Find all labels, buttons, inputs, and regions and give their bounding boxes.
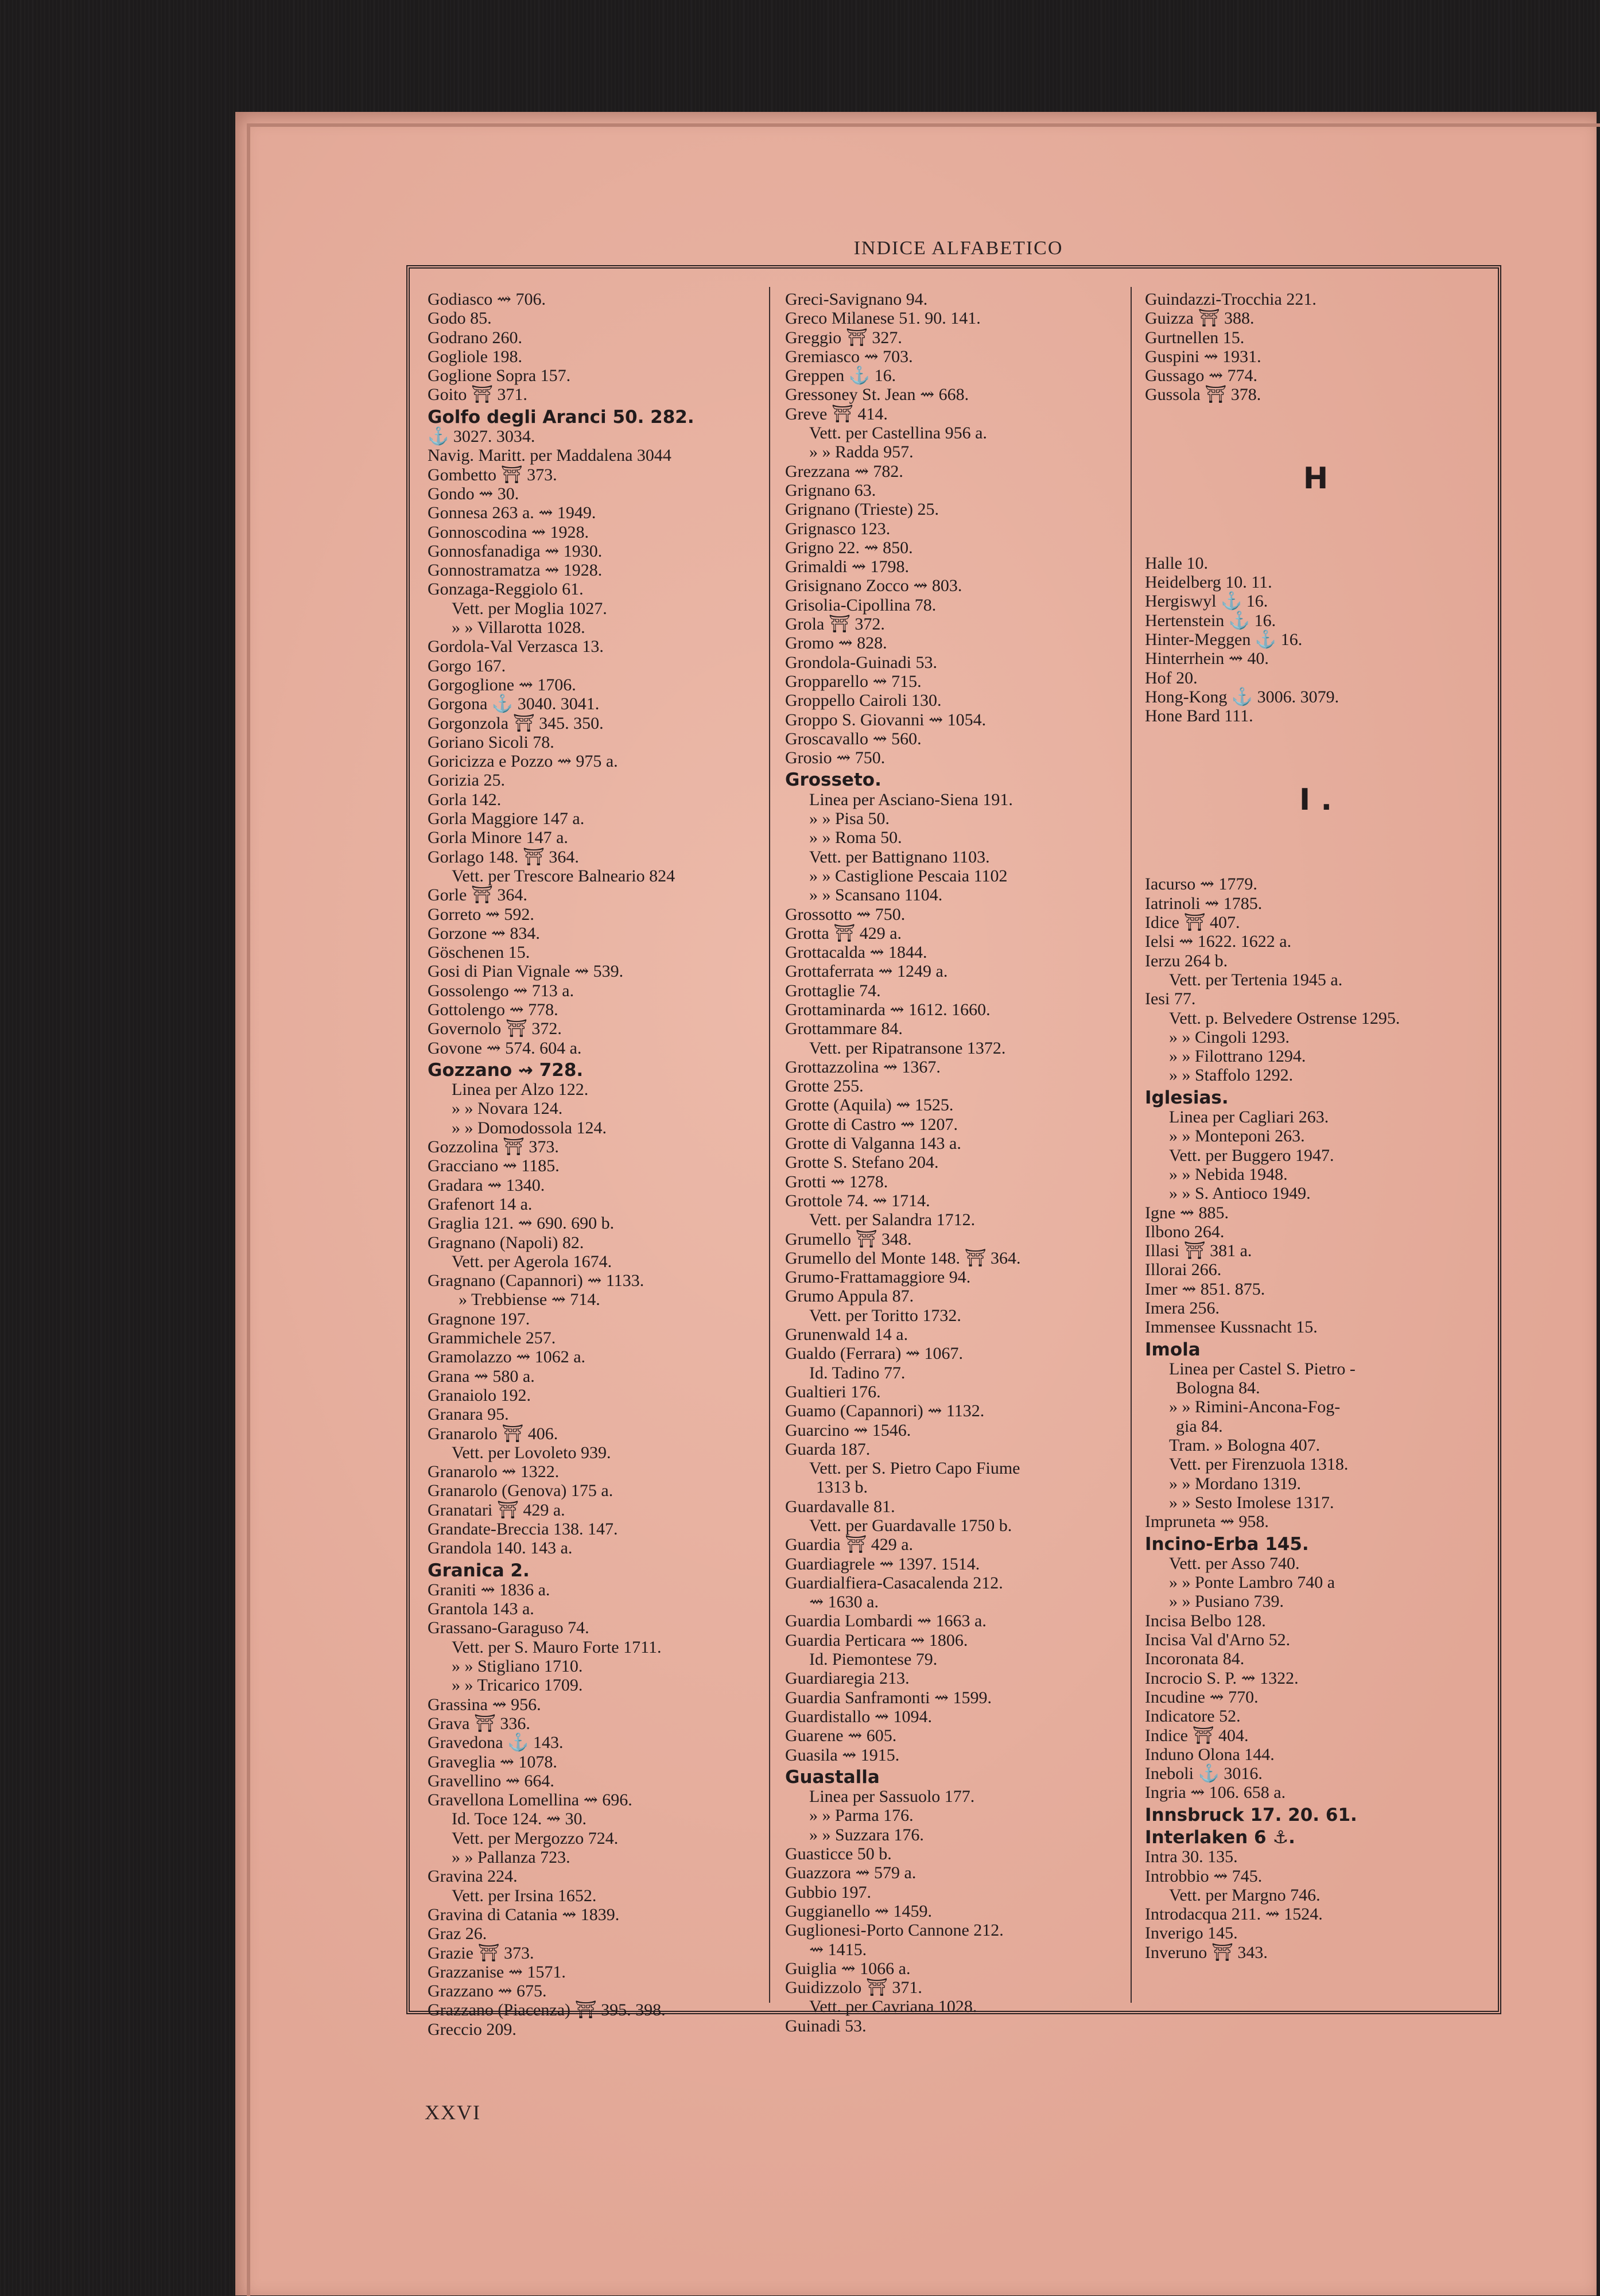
index-entry: Introdacqua 211. ⇝ 1524. [1145,1905,1323,1924]
index-entry: Gorgo 167. [428,656,506,675]
index-entry: Gussago ⇝ 774. [1145,366,1257,386]
index-entry: Greve ⛩ 414. [785,404,888,424]
index-entry: Induno Olona 144. [1145,1745,1275,1764]
index-entry: Introbbio ⇝ 745. [1145,1866,1263,1886]
index-entry: Gragnano (Napoli) 82. [428,1233,584,1252]
index-entry: Gorle ⛩ 364. [428,885,527,905]
index-entry: Greccio 209. [428,2019,516,2039]
index-entry: Vett. per Salandra 1712. [809,1210,976,1230]
index-entry: Id. Piemontese 79. [809,1650,938,1669]
index-entry: Ielsi ⇝ 1622. 1622 a. [1145,932,1292,951]
index-entry: Id. Toce 124. ⇝ 30. [452,1809,587,1829]
index-entry: » » Castiglione Pescaia 1102 [809,866,1008,885]
index-entry: Grotte di Valganna 143 a. [785,1134,961,1153]
index-entry: Gozzolina ⛩ 373. [428,1137,559,1157]
index-entry: Ilbono 264. [1145,1222,1225,1241]
index-entry: » » Sesto Imolese 1317. [1169,1493,1334,1512]
index-entry: Gordola-Val Verzasca 13. [428,637,604,656]
index-entry: Godiasco ⇝ 706. [428,290,546,309]
index-entry: Gravedona ⚓ 143. [428,1733,564,1753]
index-entry: Grunenwald 14 a. [785,1325,908,1345]
index-entry: Gravellona Lomellina ⇝ 696. [428,1790,632,1810]
index-entry: Bologna 84. [1176,1378,1260,1398]
index-entry: ⇝ 1415. [809,1940,867,1959]
index-entry: Grotte di Castro ⇝ 1207. [785,1114,958,1134]
index-entry: Guizza ⛩ 388. [1145,309,1255,328]
index-entry: Guardiagrele ⇝ 1397. 1514. [785,1554,980,1574]
index-group-h [1145,554,1486,726]
index-entry: » » Villarotta 1028. [452,618,585,638]
index-entry: » » Monteponi 263. [1169,1126,1305,1146]
index-entry: gia 84. [1176,1416,1223,1436]
index-entry: Groppo S. Giovanni ⇝ 1054. [785,710,987,729]
index-entry: » » Ponte Lambro 740 a [1169,1573,1335,1592]
column-rule [769,287,770,2003]
index-entry: Grottammare 84. [785,1019,903,1039]
index-entry: Guardistallo ⇝ 1094. [785,1707,932,1726]
index-station-heading: Guastalla [785,1766,880,1788]
index-entry: Grisolia-Cipollina 78. [785,595,937,615]
index-entry: Tram. » Bologna 407. [1169,1436,1321,1455]
index-entry: Vett. per S. Mauro Forte 1711. [452,1637,662,1657]
index-entry: Gradara ⇝ 1340. [428,1175,545,1195]
index-station-heading: Innsbruck 17. 20. 61. [1145,1804,1357,1825]
index-entry: Gonnosfanadiga ⇝ 1930. [428,541,603,561]
index-entry: » » Mordano 1319. [1169,1474,1301,1493]
index-entry: Grola ⛩ 372. [785,615,885,634]
index-station-heading: Granica 2. [428,1560,530,1581]
index-entry: » » Rimini-Ancona-Fog- [1169,1397,1341,1417]
index-entry: Grottaminarda ⇝ 1612. 1660. [785,1000,991,1019]
index-entry: Navig. Maritt. per Maddalena 3044 [428,446,671,465]
index-entry: Vett. per S. Pietro Capo Fiume [809,1459,1020,1478]
index-entry: Gorzone ⇝ 834. [428,923,540,943]
letter-heading-i: I . [1299,782,1333,817]
index-entry: Gorgoglione ⇝ 1706. [428,675,576,694]
index-entry: Gropparello ⇝ 715. [785,671,922,691]
index-entry: Hinter-Meggen ⚓ 16. [1145,630,1303,649]
index-entry: Hinterrhein ⇝ 40. [1145,649,1269,669]
index-entry: Gorla Maggiore 147 a. [428,809,585,829]
index-station-heading: Imola [1145,1339,1201,1360]
index-entry: Vett. per Buggero 1947. [1169,1145,1334,1165]
index-entry: Gravina di Catania ⇝ 1839. [428,1905,620,1924]
index-entry: » » Filottrano 1294. [1169,1047,1306,1066]
index-entry: Guasticce 50 b. [785,1844,892,1864]
index-entry: Grumo-Frattamaggiore 94. [785,1268,971,1287]
index-entry: Linea per Castel S. Pietro - [1169,1359,1356,1378]
index-entry: Intra 30. 135. [1145,1847,1238,1867]
index-entry: Gressoney St. Jean ⇝ 668. [785,385,969,405]
page-folio: XXVI [425,2101,481,2124]
index-entry: Gonzaga-Reggiolo 61. [428,580,584,599]
column-rule [1131,287,1132,2003]
index-entry: Guarda 187. [785,1439,871,1459]
index-entry: Grazzano (Piacenza) ⛩ 395. 398. [428,2000,666,2020]
index-entry: Grimaldi ⇝ 1798. [785,557,909,577]
index-entry: Grumello ⛩ 348. [785,1229,912,1249]
index-entry: Inveruno ⛩ 343. [1145,1943,1268,1962]
index-entry: Grassano-Garaguso 74. [428,1618,589,1638]
index-entry: Linea per Asciano-Siena 191. [809,790,1013,809]
index-entry: Grotte 255. [785,1077,864,1096]
index-station-heading: Gozzano ⇝ 728. [428,1059,584,1081]
index-entry: Grezzana ⇝ 782. [785,461,903,481]
index-entry: Graveglia ⇝ 1078. [428,1752,557,1771]
index-entry: Gurtnellen 15. [1145,328,1245,347]
index-entry: Gorlago 148. ⛩ 364. [428,847,579,867]
index-entry: Goglione Sopra 157. [428,366,571,386]
index-entry: Vett. per Asso 740. [1169,1553,1300,1573]
index-entry: Illorai 266. [1145,1260,1222,1280]
index-entry: Incoronata 84. [1145,1649,1245,1669]
index-entry: Göschenen 15. [428,943,530,962]
index-entry: Guarcino ⇝ 1546. [785,1420,911,1440]
index-entry: Grossotto ⇝ 750. [785,904,906,924]
index-entry: Greco Milanese 51. 90. 141. [785,309,981,328]
index-station-heading: Interlaken 6 ⚓. [1145,1827,1295,1848]
index-entry: Gombetto ⛩ 373. [428,465,557,484]
index-entry: Guardia Perticara ⇝ 1806. [785,1630,968,1650]
index-entry: Grottacalda ⇝ 1844. [785,943,927,962]
index-entry: Inverigo 145. [1145,1924,1238,1943]
index-column-2 [785,290,1127,2035]
index-entry: Guindazzi-Trocchia 221. [1145,290,1316,309]
index-column-1 [428,290,769,2039]
index-entry: Grignano (Trieste) 25. [785,500,939,519]
index-entry: Grotta ⛩ 429 a. [785,923,902,943]
index-entry: Graz 26. [428,1924,487,1944]
index-entry: » » Staffolo 1292. [1169,1066,1294,1085]
index-entry: » » Pusiano 739. [1169,1592,1284,1611]
index-entry: Groscavallo ⇝ 560. [785,729,922,748]
index-entry: Gragnone 197. [428,1309,530,1328]
index-entry: Gonnesa 263 a. ⇝ 1949. [428,503,596,523]
index-entry: Vett. per Firenzuola 1318. [1169,1455,1349,1474]
index-entry: Vett. per Tertenia 1945 a. [1169,970,1343,989]
index-entry: Guiglia ⇝ 1066 a. [785,1959,911,1978]
index-entry: Guggianello ⇝ 1459. [785,1901,932,1921]
index-entry: Idice ⛩ 407. [1145,913,1240,933]
index-entry: Grazzanise ⇝ 1571. [428,1962,566,1982]
index-entry: Grumello del Monte 148. ⛩ 364. [785,1248,1021,1268]
index-entry: Gualdo (Ferrara) ⇝ 1067. [785,1344,964,1363]
index-entry: Impruneta ⇝ 958. [1145,1512,1269,1532]
index-entry: » » Cingoli 1293. [1169,1027,1290,1047]
index-entry: Indice ⛩ 404. [1145,1726,1249,1745]
index-entry: Hone Bard 111. [1145,706,1253,726]
index-entry: Gorizia 25. [428,771,505,790]
index-entry: Vett. per Cavriana 1028. [809,1997,977,2017]
index-entry: Ingria ⇝ 106. 658 a. [1145,1783,1286,1802]
index-entry: Gubbio 197. [785,1882,871,1902]
index-entry: Guidizzolo ⛩ 371. [785,1978,922,1998]
index-entry: Granaiolo 192. [428,1385,531,1405]
index-entry: Guardia Sanframonti ⇝ 1599. [785,1688,992,1707]
index-entry: Grignasco 123. [785,519,891,538]
index-entry: Vett. per Mergozzo 724. [452,1828,619,1848]
index-group-g-end [1145,290,1486,405]
index-entry: » » Pisa 50. [809,809,890,829]
index-entry: Hong-Kong ⚓ 3006. 3079. [1145,687,1339,706]
index-entry: Gorla 142. [428,790,502,809]
index-entry: Hof 20. [1145,668,1198,687]
index-entry: » » Radda 957. [809,442,914,462]
index-entry: ⇝ 1630 a. [809,1592,879,1612]
index-entry: Gorla Minore 147 a. [428,828,568,848]
index-group-i [1145,875,1486,1962]
index-entry: Goriano Sicoli 78. [428,732,554,752]
index-entry: » » Suzzara 176. [809,1825,924,1844]
letter-heading-h: H [1303,461,1329,496]
index-entry: Vett. per Guardavalle 1750 b. [809,1516,1012,1535]
index-entry: » » Roma 50. [809,828,902,848]
index-column-3 [1145,290,1486,2006]
index-entry: Grondola-Guinadi 53. [785,652,937,672]
index-entry: Govone ⇝ 574. 604 a. [428,1038,582,1058]
index-entry: Grazzano ⇝ 675. [428,1982,547,2001]
index-entry: Gremiasco ⇝ 703. [785,347,913,366]
index-entry: Heidelberg 10. 11. [1145,573,1272,592]
index-entry: Ierzu 264 b. [1145,951,1228,970]
index-entry: Gorreto ⇝ 592. [428,904,534,924]
index-entry: Halle 10. [1145,553,1208,573]
index-entry: Grignano 63. [785,480,876,500]
index-entry: Godrano 260. [428,328,522,347]
index-entry: Imer ⇝ 851. 875. [1145,1279,1265,1299]
index-entry: Guardiaregia 213. [785,1669,910,1688]
index-entry: Graglia 121. ⇝ 690. 690 b. [428,1214,615,1233]
index-entry: Immensee Kussnacht 15. [1145,1318,1318,1337]
index-entry: Gravina 224. [428,1867,518,1886]
index-entry: Gossolengo ⇝ 713 a. [428,981,574,1000]
index-entry: Granarolo (Genova) 175 a. [428,1481,613,1501]
index-entry: Granara 95. [428,1405,509,1424]
index-entry: Grammichele 257. [428,1328,556,1348]
index-entry: Groppello Cairoli 130. [785,691,942,710]
index-entry: Gramolazzo ⇝ 1062 a. [428,1347,586,1367]
index-entry: Goito ⛩ 371. [428,385,527,405]
index-entry: Gracciano ⇝ 1185. [428,1156,560,1176]
index-entry: Grotte (Aquila) ⇝ 1525. [785,1095,954,1115]
index-entry: Vett. per Agerola 1674. [452,1252,612,1271]
index-entry: Grandate-Breccia 138. 147. [428,1520,618,1539]
index-entry: Goricizza e Pozzo ⇝ 975 a. [428,752,618,771]
index-entry: Gogliole 198. [428,347,522,366]
index-entry: Grava ⛩ 336. [428,1714,530,1733]
index-entry: Granarolo ⛩ 406. [428,1424,558,1443]
index-entry: Incisa Belbo 128. [1145,1611,1266,1630]
index-entry: Id. Tadino 77. [809,1363,906,1382]
index-entry: Vett. per Trescore Balneario 824 [452,866,675,885]
index-entry: Iacurso ⇝ 1779. [1145,875,1257,894]
index-entry: Guardia ⛩ 429 a. [785,1535,914,1555]
index-entry: Godo 85. [428,309,492,328]
index-entry: Incudine ⇝ 770. [1145,1687,1259,1707]
index-entry: Gosi di Pian Vignale ⇝ 539. [428,962,624,981]
index-entry: 1313 b. [816,1478,868,1497]
index-entry: Grottaglie 74. [785,981,881,1000]
index-entry: Vett. per Ripatransone 1372. [809,1038,1006,1058]
index-entry: ⚓ 3027. 3034. [428,427,535,446]
running-head: INDICE ALFABETICO [853,238,1063,259]
index-entry: » » Pallanza 723. [452,1848,570,1867]
index-entry: Guinadi 53. [785,2016,867,2035]
index-entry: Linea per Alzo 122. [452,1080,589,1100]
index-entry: » » Tricarico 1709. [452,1676,583,1695]
index-entry: Iatrinoli ⇝ 1785. [1145,893,1263,913]
index-entry: Imera 256. [1145,1298,1220,1318]
index-entry: Grandola 140. 143 a. [428,1539,573,1558]
index-entry: » » Novara 124. [452,1099,563,1118]
index-entry: Vett. per Irsina 1652. [452,1886,597,1905]
index-entry: Igne ⇝ 885. [1145,1203,1229,1222]
index-entry: » » S. Antioco 1949. [1169,1184,1311,1203]
index-entry: Guamo (Capannori) ⇝ 1132. [785,1401,985,1421]
index-entry: Grassina ⇝ 956. [428,1695,541,1714]
index-entry: Gualtieri 176. [785,1382,881,1401]
index-entry: Greci-Savignano 94. [785,290,928,309]
index-entry: Greppen ⚓ 16. [785,366,896,386]
index-entry: Governolo ⛩ 372. [428,1019,562,1039]
index-entry: Linea per Sassuolo 177. [809,1787,975,1807]
index-entry: Hergiswyl ⚓ 16. [1145,592,1268,611]
index-entry: Graniti ⇝ 1836 a. [428,1580,550,1599]
index-entry: Grotte S. Stefano 204. [785,1153,939,1172]
index-entry: Grafenort 14 a. [428,1194,533,1214]
index-entry: Guardavalle 81. [785,1497,895,1516]
index-entry: Gorgonzola ⛩ 345. 350. [428,713,604,733]
index-entry: Gragnano (Capannori) ⇝ 1133. [428,1271,644,1291]
index-station-heading: Incino-Erba 145. [1145,1533,1309,1555]
index-entry: Granatari ⛩ 429 a. [428,1500,565,1520]
index-entry: Greggio ⛩ 327. [785,328,902,347]
index-entry: Gondo ⇝ 30. [428,484,519,503]
index-entry: Grigno 22. ⇝ 850. [785,538,913,557]
index-entry: » » Nebida 1948. [1169,1164,1288,1184]
index-entry: Ineboli ⚓ 3016. [1145,1764,1263,1784]
index-entry: Guardia Lombardi ⇝ 1663 a. [785,1611,987,1631]
index-entry: Vett. per Battignano 1103. [809,847,990,867]
index-entry: » » Stigliano 1710. [452,1657,583,1676]
index-entry: Incisa Val d'Arno 52. [1145,1630,1291,1650]
index-entry: Hertenstein ⚓ 16. [1145,611,1276,630]
index-entry: Vett. per Moglia 1027. [452,599,607,618]
index-entry: Vett. p. Belvedere Ostrense 1295. [1169,1008,1400,1028]
index-entry: Grotti ⇝ 1278. [785,1172,888,1191]
index-entry: » » Domodossola 124. [452,1118,607,1137]
index-entry: Guazzora ⇝ 579 a. [785,1863,916,1883]
index-entry: Gonnoscodina ⇝ 1928. [428,522,589,542]
index-entry: Guglionesi-Porto Cannone 212. [785,1921,1004,1940]
index-station-heading: Iglesias. [1145,1087,1229,1108]
index-entry: Grisignano Zocco ⇝ 803. [785,576,962,596]
index-entry: » » Parma 176. [809,1806,914,1825]
index-entry: Grantola 143 a. [428,1599,534,1619]
index-entry: Vett. per Margno 746. [1169,1885,1321,1905]
index-entry: Illasi ⛩ 381 a. [1145,1241,1252,1261]
index-entry: » Trebbiense ⇝ 714. [459,1290,600,1310]
index-entry: Grana ⇝ 580 a. [428,1366,535,1386]
index-entry: Vett. per Toritto 1732. [809,1306,961,1325]
index-entry: Guardialfiera-Casacalenda 212. [785,1573,1003,1592]
index-entry: Gravellino ⇝ 664. [428,1771,554,1790]
index-entry: Gorgona ⚓ 3040. 3041. [428,694,600,714]
index-station-heading: Golfo degli Aranci 50. 282. [428,406,694,428]
index-entry: Indicatore 52. [1145,1707,1241,1726]
index-entry: Gonnostramatza ⇝ 1928. [428,561,603,580]
index-entry: Gromo ⇝ 828. [785,634,887,653]
index-entry: Grottole 74. ⇝ 1714. [785,1191,930,1210]
index-station-heading: Grosseto. [785,770,881,791]
index-entry: Guspini ⇝ 1931. [1145,347,1261,366]
index-entry: Incrocio S. P. ⇝ 1322. [1145,1668,1299,1688]
index-entry: » » Scansano 1104. [809,885,943,905]
index-entry: Linea per Cagliari 263. [1169,1108,1329,1127]
index-entry: Grumo Appula 87. [785,1287,914,1306]
index-entry: Grazie ⛩ 373. [428,1943,534,1963]
index-entry: Gussola ⛩ 378. [1145,385,1261,405]
index-entry: Grottazzolina ⇝ 1367. [785,1057,941,1077]
index-entry: Grosio ⇝ 750. [785,748,886,768]
index-entry: Grottaferrata ⇝ 1249 a. [785,962,948,981]
index-entry: Guasila ⇝ 1915. [785,1745,900,1765]
index-entry: Vett. per Castellina 956 a. [809,424,987,443]
index-entry: Vett. per Lovoleto 939. [452,1443,611,1462]
index-entry: Iesi 77. [1145,989,1196,1009]
index-entry: Guarene ⇝ 605. [785,1726,897,1746]
index-entry: Granarolo ⇝ 1322. [428,1462,560,1482]
index-entry: Gottolengo ⇝ 778. [428,1000,558,1019]
